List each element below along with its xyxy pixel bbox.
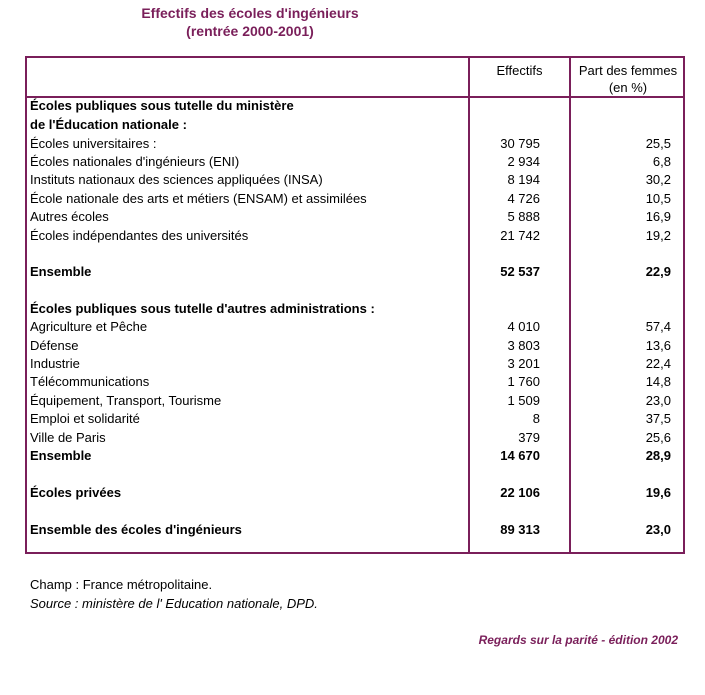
row-part-femmes: 13,6 <box>645 338 671 353</box>
row-part-femmes: 16,9 <box>645 209 671 224</box>
publication-footer: Regards sur la parité - édition 2002 <box>478 633 678 647</box>
table-row <box>27 318 683 336</box>
row-part-femmes: 19,2 <box>645 228 671 243</box>
header-part-femmes <box>571 62 685 96</box>
table-row <box>27 300 683 318</box>
source-note: Source : ministère de l' Education nationale, DPD. <box>30 596 318 611</box>
row-effectifs: 5 888 <box>507 209 540 224</box>
row-label: École nationale des arts et métiers (ENSAM) et assimilées <box>30 191 367 206</box>
row-label: Instituts nationaux des sciences appliquées (INSA) <box>30 172 323 187</box>
row-effectifs: 8 <box>532 411 540 426</box>
header-effectifs: Effectifs <box>496 63 543 78</box>
row-effectifs: 3 803 <box>507 338 540 353</box>
row-effectifs: 3 201 <box>507 356 540 371</box>
row-part-femmes: 37,5 <box>645 411 671 426</box>
table-row <box>27 208 683 226</box>
table-row <box>27 410 683 428</box>
row-part-femmes: 14,8 <box>645 374 671 389</box>
table-row <box>27 337 683 355</box>
row-effectifs: 21 742 <box>500 228 540 243</box>
row-label: Écoles privées <box>30 485 122 500</box>
table-row <box>27 429 683 447</box>
header-part-line2: (en %) <box>608 80 648 95</box>
table-row <box>27 116 683 134</box>
row-label: Emploi et solidarité <box>30 411 140 426</box>
row-label: Ensemble <box>30 448 92 463</box>
table-row <box>27 447 683 465</box>
row-part-femmes: 57,4 <box>645 319 671 334</box>
row-effectifs: 8 194 <box>507 172 540 187</box>
data-table <box>25 56 685 554</box>
row-part-femmes: 6,8 <box>652 154 671 169</box>
row-effectifs: 379 <box>518 430 540 445</box>
row-part-femmes: 19,6 <box>645 485 671 500</box>
row-label: Autres écoles <box>30 209 109 224</box>
row-label: Ville de Paris <box>30 430 106 445</box>
table-row <box>27 355 683 373</box>
table-subtitle: (rentrée 2000-2001) <box>186 23 314 39</box>
table-title: Effectifs des écoles d'ingénieurs <box>141 5 359 21</box>
row-effectifs: 52 537 <box>500 264 540 279</box>
row-label: Équipement, Transport, Tourisme <box>30 393 222 408</box>
row-part-femmes: 23,0 <box>645 522 671 537</box>
table-row <box>27 373 683 391</box>
row-label: Ensemble des écoles d'ingénieurs <box>30 522 242 537</box>
table-row <box>27 392 683 410</box>
table-row <box>27 135 683 153</box>
row-effectifs: 1 760 <box>507 374 540 389</box>
row-label: Agriculture et Pêche <box>30 319 148 334</box>
row-label: de l'Éducation nationale : <box>30 117 187 132</box>
row-part-femmes: 25,5 <box>645 136 671 151</box>
row-label: Télécommunications <box>30 374 150 389</box>
row-part-femmes: 30,2 <box>645 172 671 187</box>
table-row <box>27 484 683 502</box>
table-row <box>27 171 683 189</box>
row-effectifs: 22 106 <box>500 485 540 500</box>
table-row <box>27 97 683 115</box>
row-part-femmes: 28,9 <box>645 448 671 463</box>
row-part-femmes: 25,6 <box>645 430 671 445</box>
table-row <box>27 263 683 281</box>
row-effectifs: 30 795 <box>500 136 540 151</box>
scope-note: Champ : France métropolitaine. <box>30 577 213 592</box>
row-label: Écoles publiques sous tutelle du ministère <box>30 98 294 113</box>
row-part-femmes: 23,0 <box>645 393 671 408</box>
table-row <box>27 227 683 245</box>
header-part-line1: Part des femmes <box>578 63 678 78</box>
row-label: Ensemble <box>30 264 92 279</box>
row-effectifs: 4 726 <box>507 191 540 206</box>
row-label: Écoles indépendantes des universités <box>30 228 249 243</box>
row-part-femmes: 10,5 <box>645 191 671 206</box>
row-label: Défense <box>30 338 79 353</box>
row-effectifs: 89 313 <box>500 522 540 537</box>
row-effectifs: 1 509 <box>507 393 540 408</box>
row-effectifs: 14 670 <box>500 448 540 463</box>
row-effectifs: 2 934 <box>507 154 540 169</box>
table-row <box>27 190 683 208</box>
row-label: Industrie <box>30 356 80 371</box>
row-part-femmes: 22,4 <box>645 356 671 371</box>
table-row <box>27 153 683 171</box>
row-label: Écoles universitaires : <box>30 136 157 151</box>
row-effectifs: 4 010 <box>507 319 540 334</box>
row-part-femmes: 22,9 <box>645 264 671 279</box>
row-label: Écoles nationales d'ingénieurs (ENI) <box>30 154 240 169</box>
table-row <box>27 521 683 539</box>
row-label: Écoles publiques sous tutelle d'autres administrations : <box>30 301 375 316</box>
